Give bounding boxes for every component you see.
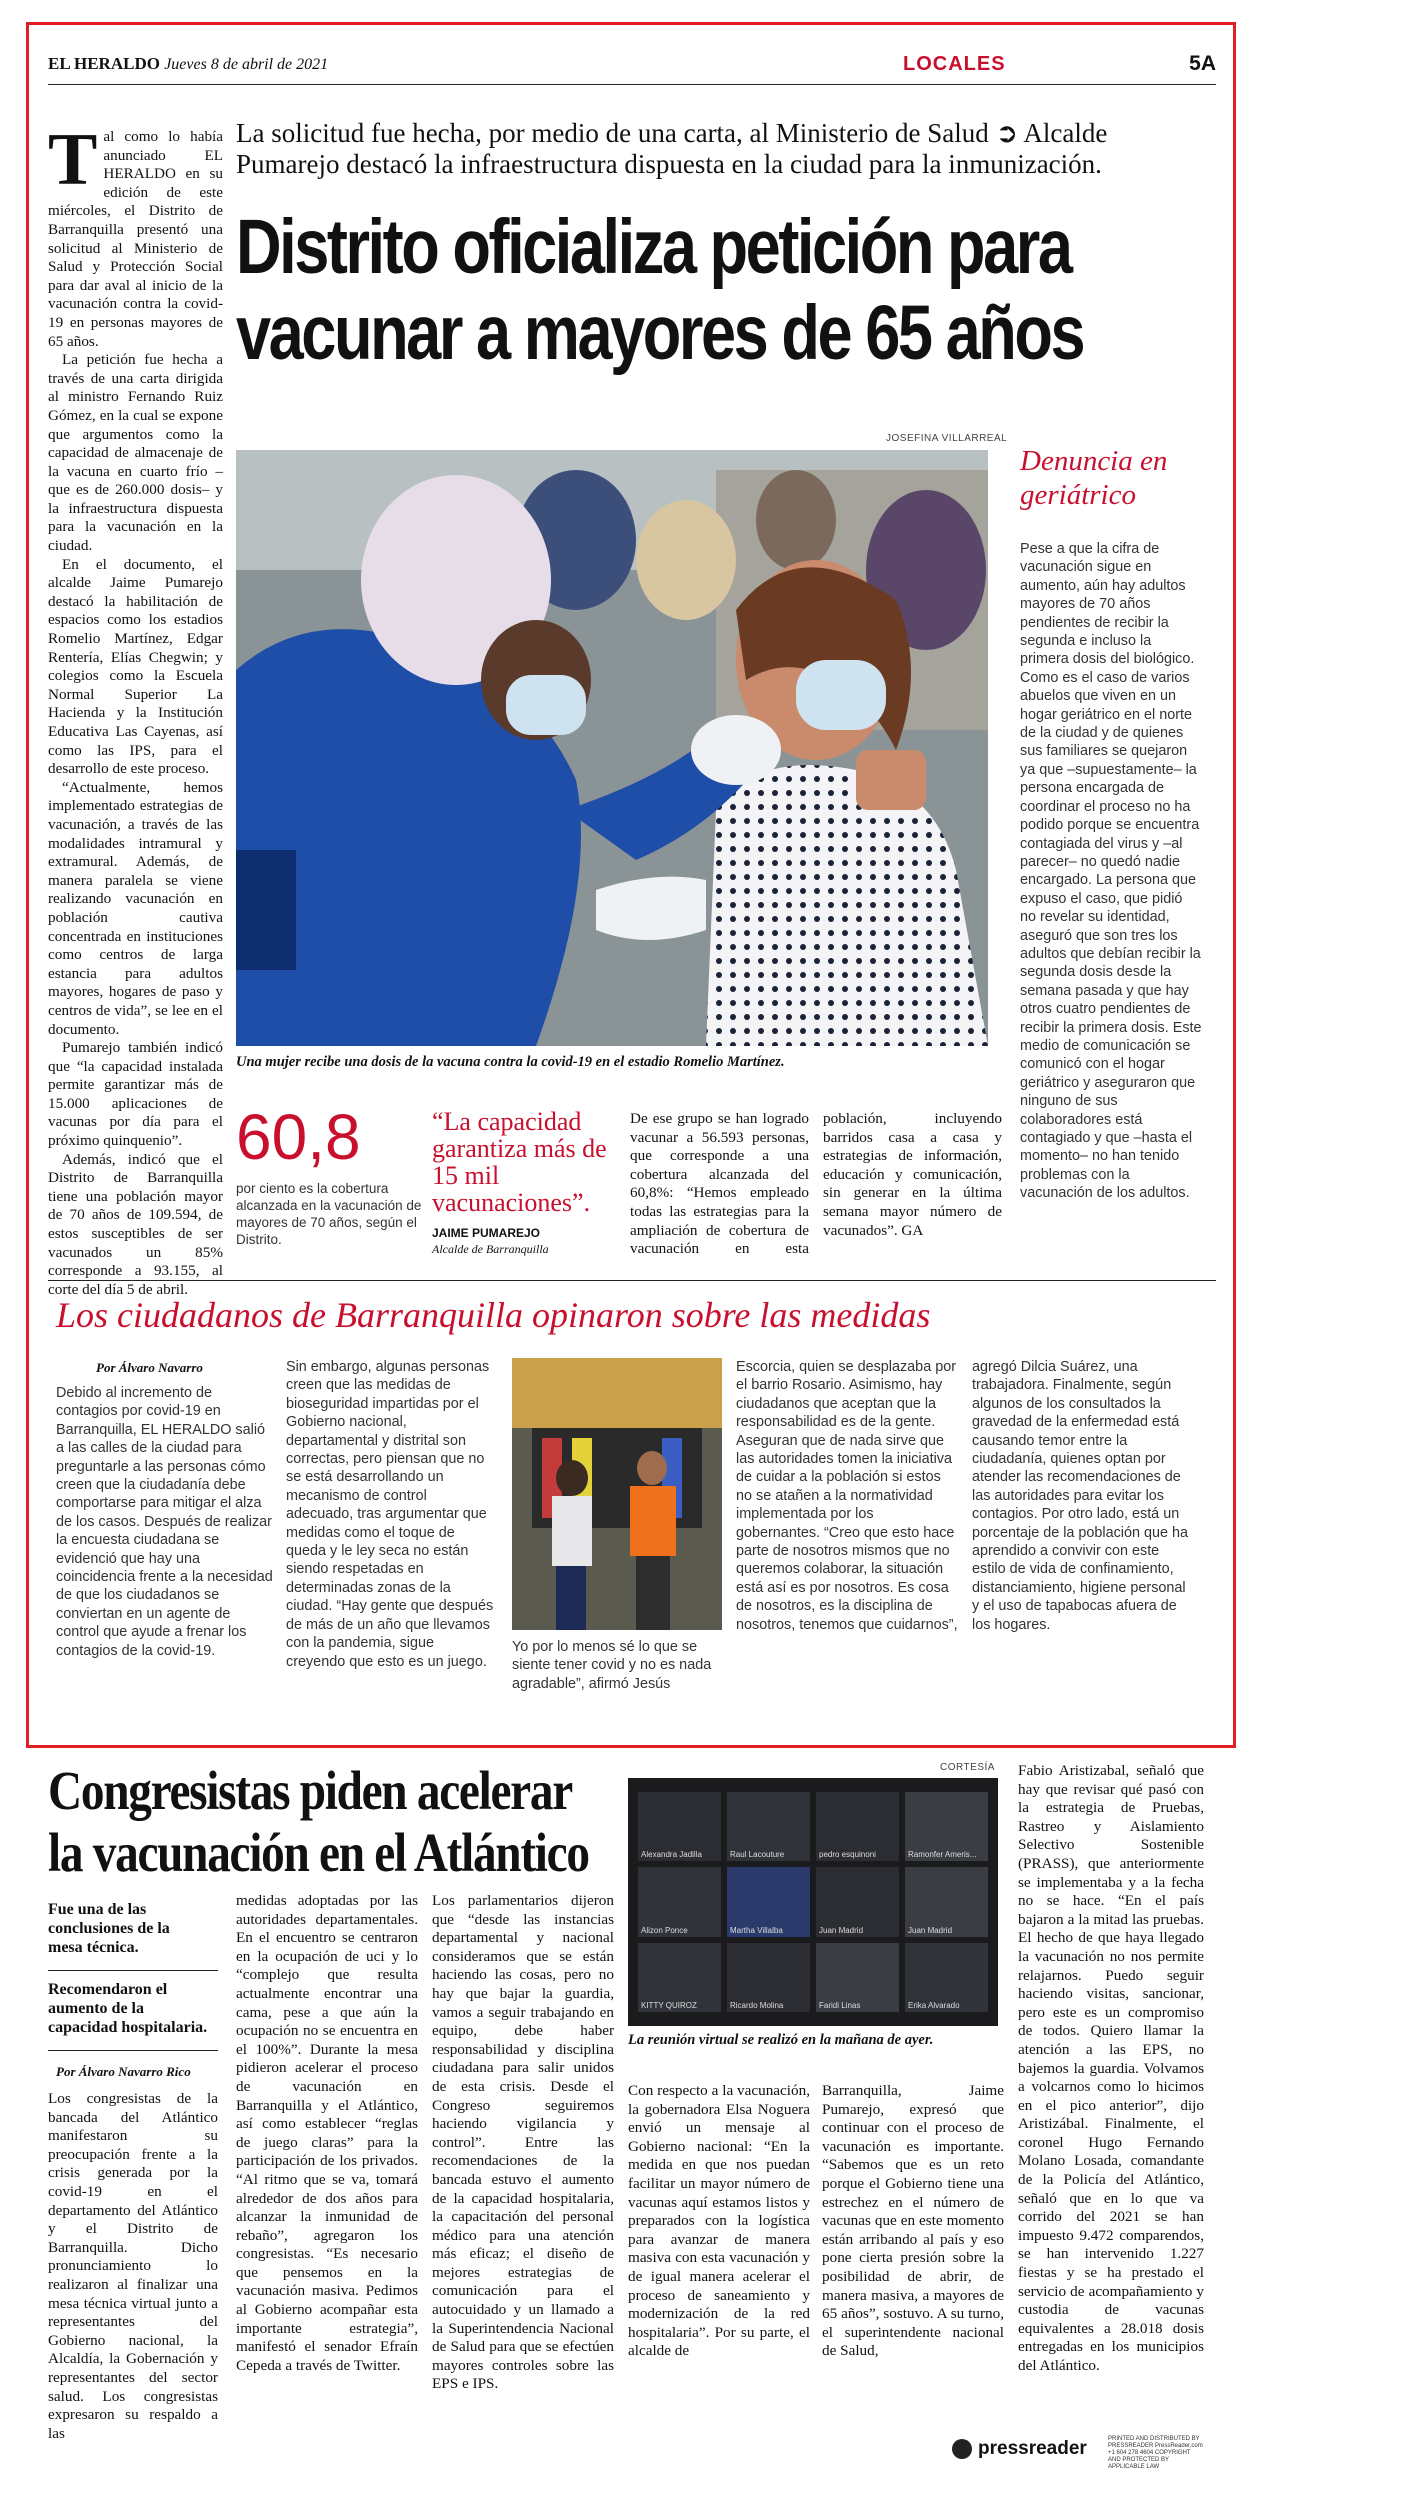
video-tile: Faridi Linas [816,1943,899,2012]
story3-summary-2: Recomendaron el aumento de la capacidad hospitalaria. [48,1981,208,2036]
story3-headline-line1: Congresistas piden acelerar [48,1760,572,1821]
video-tile: KITTY QUIROZ [638,1943,721,2012]
page-header [48,50,1216,80]
pressreader-logo [952,2438,1087,2460]
story1-headline-line1: Distrito oficializa petición para [236,204,1071,290]
video-tile: Raul Lacouture [727,1792,810,1861]
video-tile: Ricardo Molina [727,1943,810,2012]
vaccination-photo [236,450,988,1046]
video-call-screenshot [628,1778,998,2026]
issue-date: Jueves 8 de abril de 2021 [164,56,329,73]
story2-title: Los ciudadanos de Barranquilla opinaron sobre las medidas [56,1295,931,1335]
header-rule [48,84,1216,85]
pressreader-brand: pressreader [978,2438,1087,2459]
paragraph: Pumarejo también indicó que “la capacidad instalada permite garantizar más de 15.000 aplicaciones de vacunas por día para el próximo quinquenio”. [48,1039,223,1150]
story1-column-1 [48,119,223,1298]
paragraph: En el documento, el alcalde Jaime Pumarejo destacó la habilitación de espacios como los estadios Romelio Martínez, Edgar Rentería, Elías Chegwin; y colegios como la Escuela Normal Superior La Hacienda y la Institución Educativa Las Cayenas, así como las IPS, para el desarrollo de este proceso. [48,555,223,778]
story2-byline: Por Álvaro Navarro [96,1360,203,1375]
paper-name: EL HERALDO [48,54,160,73]
video-caption: La reunión virtual se realizó en la mañana de ayer. [628,2032,934,2048]
story3-summary-1: Fue una de las conclusiones de la mesa técnica. [48,1901,170,1956]
story2-rule [48,1280,1216,1281]
stat-number: 60,8 [236,1101,361,1173]
stat-text: por ciento es la cobertura alcanzada en la vacunación de mayores de 70 años, según el Distrito. [236,1181,422,1247]
video-tile: Juan Madrid [816,1867,899,1936]
page-number: 5A [1189,52,1216,75]
story3-column-2: medidas adoptadas por las autoridades departamentales. En el encuentro se centraron en la ocupación de uci y lo “complejo que resulta actualmente encontrar una cama, pese a que aún la ocupación no se encuentra en el 100%”. Durante la mesa pidieron acelerar el proceso de vacunación en Barranquilla y el Atlántico, así como establecer “reglas de juego claras” para la participación de los privados. “Al ritmo que se va, tomará alrededor de dos años para alcanzar la inmunidad de rebaño”, agregaron los congresistas. “Es necesario que pensemos en la vacunación masiva. Pedimos al Gobierno acompañar esta importante estrategia”, manifestó el senador Efraín Cepeda a través de Twitter. [236,1892,418,2374]
story1-deck: La solicitud fue hecha, por medio de una carta, al Ministerio de Salud ➲ Alcalde Pumarejo destacó la infraestructura dispuesta en la ciudad para la inmunización. [236,118,1108,179]
section-name: LOCALES [903,53,1006,75]
story2-column-2: Sin embargo, algunas personas creen que las medidas de bioseguridad impartidas por el Gobierno nacional, departamental y distrital son correctas, pero piensan que no se está desarrollando un mecanismo de control adecuado, tras argumentar que medidas como el toque de queda y le ley seca no están siendo respetadas en determinadas zonas de la ciudad. “Hay gente que después de más de un año que llevamos con la pandemia, sigue creyendo que esto es un juego. [286,1359,494,1670]
video-tile: Martha Villalba [727,1867,810,1936]
paragraph: al como lo había anunciado EL HERALDO en su edición de este miércoles, el Distrito de Barranquilla presentó una solicitud al Ministerio de Salud y Protección Social para dar aval al inicio de la vacunación contra la covid-19 en personas mayores de 65 años. [48,128,223,350]
story3-column-5: Barranquilla, Jaime Pumarejo, expresó que continuar con el proceso de vacunación es importante. “Sabemos que es un reto porque el Gobierno tiene una estrechez en el número de vacunas que en este momento están arribando al país y eso pone cierta presión sobre la posibilidad de abrir, de manera masiva, a mayores de 65 años”, sostuvo. A su turno, el superintendente nacional de Salud, [822,2082,1004,2360]
story3-byline: Por Álvaro Navarro Rico [56,2064,191,2079]
summary-rule [48,2050,218,2051]
masthead [48,54,328,74]
story3-column-1: Los congresistas de la bancada del Atlántico manifestaron su preocupación frente a la crisis generada por la covid-19 en el departamento del Atlántico y el Distrito de Barranquilla. Dicho pronunciamiento lo realizaron al finalizar una mesa técnica virtual junto a representantes del Gobierno nacional, la Alcaldía, la Gobernación y representantes del sector salud. Los congresistas expresaron su respaldo a las [48,2090,218,2442]
quote-author: JAIME PUMAREJO [432,1226,541,1240]
story2-photo-text: Yo por lo menos sé lo que se siente tener covid y no es nada agradable”, afirmó Jesús [512,1639,712,1692]
story3-headline-line2: la vacunación en el Atlántico [48,1822,589,1883]
story3-column-6: Fabio Aristizabal, señaló que hay que revisar qué pasó con la estrategia de Pruebas, Rastreo y Aislamiento Selectivo Sostenible (PRASS), que anteriormente se implementaba y a la fecha no se hace. “En el país bajaron a la mitad las pruebas. El hecho de que haya llegado la vacunación no nos permite relajarnos. Puedo seguir haciendo visitas, sancionar, pero este es un compromiso de todos. Quiero llamar la atención a las EPS, no bajemos la guardia. Volvamos a volcarnos como lo hicimos en el pico anterior”, dijo Aristizábal. Finalmente, el coronel Hugo Fernando Molano Losada, comandante de la Policía del Atlántico, señaló que en lo que va corrido del 2021 se han impuesto 9.472 comparendos, se han intervenido 1.227 fiestas y se ha prestado el servicio de acompañamiento y custodia de vacunas equivalentes a 28.018 dosis entregadas en los municipios del Atlántico. [1018,1762,1204,2374]
pressreader-icon [952,2439,972,2459]
video-tile: Juan Madrid [905,1867,988,1936]
story3-column-3: Los parlamentarios dijeron que “desde las instancias departamental y nacional consideramos que se están haciendo las cosas, pero no hay que bajar la guardia, vamos a seguir trabajando en equipo, debe haber responsabilidad y disciplina ciudadana para salir unidos de esta crisis. Desde el Congreso seguiremos haciendo vigilancia y control”. Entre las recomendaciones de la bancada estuvo el aumento de la capacidad hospitalaria, la capacitación del personal médico para una atención más eficaz; el diseño de mejores estrategias de comunicación para el autocuidado y un llamado a la Superintendencia Nacional de Salud para que se efectúen mayores controles sobre las EPS e IPS. [432,1892,614,2393]
summary-rule [48,1970,218,1971]
photo-credit: CORTESÍA [940,1762,995,1773]
video-tile: pedro esquinoni [816,1792,899,1861]
story2-column-4: agregó Dilcia Suárez, una trabajadora. Finalmente, según algunos de los consultados la gravedad de la enfermedad está causando temor entre la ciudadanía, quienes optan por atender las recomendaciones de las autoridades para evitar los contagios. Por otro lado, está un porcentaje de la población que ha aprendido a convivir con este estilo de vida de confinamiento, distanciamiento, higiene personal y el uso de tapabocas afuera de los hogares. [972,1359,1189,1633]
video-tile: Ramonfer Ameris... [905,1792,988,1861]
photo-credit: JOSEFINA VILLARREAL [886,433,1008,444]
story2-column-3: Escorcia, quien se desplazaba por el barrio Rosario. Asimismo, hay ciudadanos que aceptan que la responsabilidad es de la gente. Aseguran que de nada sirve que las autoridades tomen la iniciativa de cuidar a la población si estos no se atañen a la normatividad implementada por los gobernantes. “Creo que esto hace parte de nosotros mismos que no queremos colaborar, la situación está así es por nosotros. Es cosa de nosotros, es la disciplina de nosotros, tenemos que cuidarnos”, [736,1359,958,1633]
street-photo-illustration [512,1358,722,1630]
photo-caption: Una mujer recibe una dosis de la vacuna contra la covid-19 en el estadio Romelio Martínez. [236,1054,785,1070]
paragraph: Además, indicó que el Distrito de Barranquilla tiene una población mayor de 70 años de 109.594, de estos susceptibles de ser vacunados un 85% corresponde a 93.155, al corte del día 5 de abril. [48,1150,223,1298]
story2-column-1: Debido al incremento de contagios por covid-19 en Barranquilla, EL HERALDO salió a las calles de la ciudad para preguntarle a las personas cómo creen que la ciudadanía debe comportarse para mitigar el alza de los casos. Después de realizar la encuesta ciudadana se evidenció que hay una coincidencia frente a la necesidad de que los ciudadanos se conviertan en un agente de control que ayude a frenar los contagios de la covid-19. [56,1385,273,1659]
sidebar-body: Pese a que la cifra de vacunación sigue en aumento, aún hay adultos mayores de 70 años pendientes de recibir la segunda e incluso la primera dosis del biológico. Como es el caso de varios abuelos que viven en un hogar geriátrico en el norte de la ciudad y de quienes sus familiares se quejaron ya que –supuestamente– la persona encargada de coordinar el proceso no ha podido porque se encuentra contagiada del virus y –al parecer– no quedó nadie encargado. La persona que expuso el caso, que pidió no revelar su identidad, aseguró que son tres los adultos que debían recibir la segunda dosis desde la semana pasada y que hay otros cuatro pendientes de recibir la primera dosis. Este medio de comunicación se comunicó con el hogar geriátrico y aseguraron que ninguno de sus colaboradores está contagiado y que –hasta el momento– no han tenido problemas con la vacunación de los adultos. [1020,541,1202,1202]
street-photo [512,1358,722,1630]
video-tile: Alizon Ponce [638,1867,721,1936]
vaccination-photo-illustration [236,450,988,1046]
pull-quote: “La capacidad garantiza más de 15 mil vacunaciones”. [432,1107,607,1217]
paragraph: La petición fue hecha a través de una carta dirigida al ministro Fernando Ruiz Gómez, en la cual se expone que argumentos como la capacidad de almacenaje de la vacuna en cuarto frío –que es de 260.000 dosis– y la infraestructura dispuesta para la vacunación en la ciudad. [48,351,223,555]
quote-author-role: Alcalde de Barranquilla [432,1242,549,1256]
paragraph: “Actualmente, hemos implementado estrategias de vacunación, a través de las modalidades intramural y extramural. Además, de manera paralela se viene realizando vacunación en población cautiva concentrada en instituciones como centros de larga estancia para adultos mayores, hogares de paso y centros de vida”, se lee en el documento. [48,778,223,1038]
video-tile: Erika Alvarado [905,1943,988,2012]
video-tile: Alexandra Jadilla [638,1792,721,1861]
story3-column-4: Con respecto a la vacunación, la gobernadora Elsa Noguera envió un mensaje al Gobierno nacional: “En la medida en que nos puedan facilitar un mayor número de vacunas aquí estamos listos y preparados con la logística para avanzar de manera masiva con esta vacunación y de igual manera acelerar el proceso de saneamiento y modernización de la red hospitalaria”. Por su parte, el alcalde de [628,2082,810,2360]
sidebar-title: Denuncia en geriátrico [1020,445,1168,511]
pressreader-legal: PRINTED AND DISTRIBUTED BY PRESSREADER PressReader.com +1 604 278 4604 COPYRIGHT AND PROTECTED BY APPLICABLE LAW [1108,2436,1203,2470]
story1-column-3: De ese grupo se han logrado vacunar a 56.593 personas, que corresponde a una cobertura alcanzada del 60,8%: “Hemos empleado todas las estrategias para la ampliación de cobertura de vacunación en esta población, incluyendo barridos casa a casa y estrategias de información, educación y comunicación, sin generar en la última semana mayor número de vacunados”. GA [630,1110,1002,1258]
drop-cap: T [48,119,98,201]
story1-headline-line2: vacunar a mayores de 65 años [236,290,1084,376]
